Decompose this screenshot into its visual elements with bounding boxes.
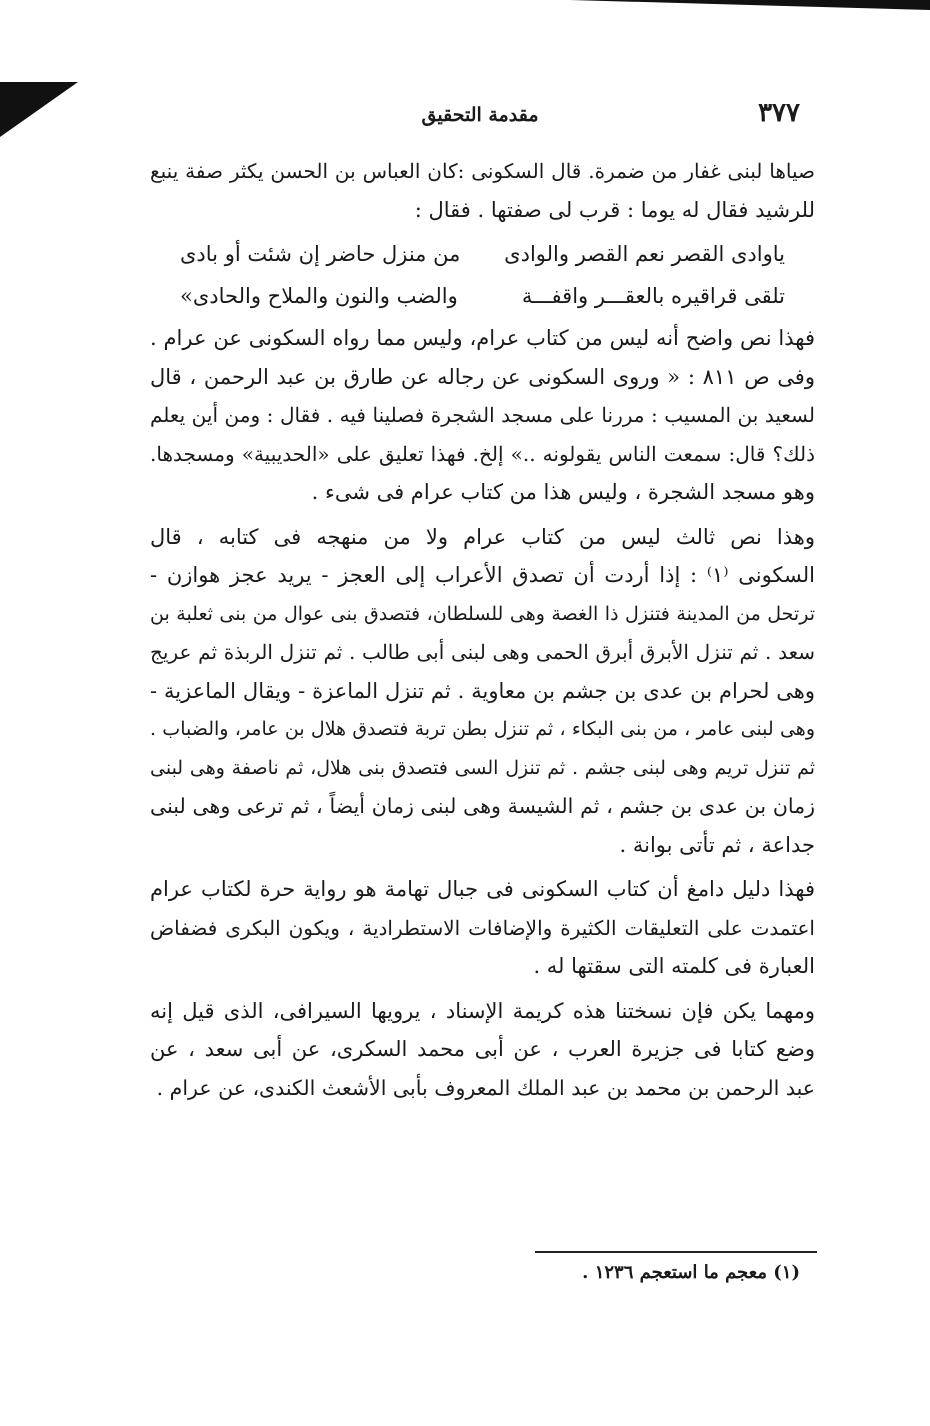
running-title: مقدمة التحقيق bbox=[421, 104, 539, 126]
footnote: (١) معجم ما استعجم ١٢٣٦ . bbox=[582, 1262, 800, 1283]
poem bbox=[150, 233, 815, 317]
verse-first-hemistich: تلقى قراقيره بالعقـــر واقفـــة bbox=[521, 284, 785, 308]
text-line: العبارة فى كلمته التى سقتها له . bbox=[533, 954, 815, 978]
text-line: وفى ص ٨١١ : « وروى السكونى عن رجاله عن طارق بن عبد الرحمن ، قال bbox=[150, 364, 815, 389]
page-header bbox=[160, 98, 800, 138]
paragraph bbox=[150, 518, 815, 865]
text-line: ترتحل من المدينة فتنزل ذا الغصة وهى للسلطان، فتصدق بنى عوال من بنى ثعلبة بن bbox=[150, 602, 815, 625]
verse-first-hemistich: ياوادى القصر نعم القصر والوادى bbox=[504, 242, 785, 266]
text-line: زمان بن عدى بن جشم ، ثم الشيسة وهى لبنى زمان أيضاً ، ثم ترعى وهى لبنى bbox=[150, 794, 815, 818]
verse-second-hemistich: من منزل حاضر إن شئت أو بادى bbox=[180, 242, 461, 266]
text-line: للرشيد فقال له يوما : قرب لى صفتها . فقال : bbox=[414, 197, 815, 222]
text-line: صياها لبنى غفار من ضمرة. قال السكونى :كان العباس بن الحسن يكثر صفة ينبع bbox=[150, 159, 815, 183]
text-line: عبد الرحمن بن محمد بن عبد الملك المعروف بأبى الأشعث الكندى، عن عرام . bbox=[156, 1075, 815, 1100]
paragraph bbox=[150, 870, 815, 986]
text-line: ذلك؟ قال: سمعت الناس يقولونه ..» إلخ. فهذا تعليق على «الحديبية» ومسجدها. bbox=[150, 441, 815, 466]
paragraph bbox=[150, 319, 815, 512]
text-line: فهذا دليل دامغ أن كتاب السكونى فى جبال تهامة هو رواية حرة لكتاب عرام bbox=[150, 877, 815, 901]
text-line: وهو مسجد الشجرة ، وليس هذا من كتاب عرام فى شىء . bbox=[311, 480, 815, 504]
text-line: وهذا نص ثالث ليس من كتاب عرام ولا من منهجه فى كتابه ، قال bbox=[150, 524, 815, 549]
text-line: وهى لحرام بن عدى بن جشم بن معاوية . ثم تنزل الماعزة - ويقال الماعزية - bbox=[150, 678, 815, 703]
text-line: ومهما يكن فإن نسختنا هذه كريمة الإسناد ، يرويها السيرافى، الذى قيل إنه bbox=[150, 998, 815, 1023]
text-line: وهى لبنى عامر ، من بنى البكاء ، ثم تنزل بطن تربة فتصدق هلال بن عامر، والضباب . bbox=[150, 718, 815, 740]
page-body bbox=[150, 152, 815, 1107]
footnote-divider bbox=[535, 1251, 817, 1253]
verse-second-hemistich: والضب والنون والملاح والحادى» bbox=[180, 284, 458, 308]
poem-verse bbox=[150, 233, 815, 275]
text-line: ثم تنزل تريم وهى لبنى جشم . ثم تنزل السى فتصدق بنى هلال، ثم ناصفة وهى لبنى bbox=[150, 756, 815, 779]
page-number: ٣٧٧ bbox=[758, 98, 800, 128]
scan-edge-mark-left bbox=[0, 82, 78, 137]
paragraph bbox=[150, 992, 815, 1108]
text-line: فهذا نص واضح أنه ليس من كتاب عرام، وليس مما رواه السكونى عن عرام . bbox=[150, 326, 815, 350]
text-line: السكونى ⁽١⁾ : إذا أردت أن تصدق الأعراب إلى العجز - يريد عجز هوازن - bbox=[150, 563, 815, 587]
text-line: اعتمدت على التعليقات الكثيرة والإضافات الاستطرادية ، ويكون البكرى فضفاض bbox=[150, 915, 815, 940]
text-line: جداعة ، ثم تأتى بوانة . bbox=[619, 832, 815, 857]
poem-verse bbox=[150, 275, 815, 317]
text-line: وضع كتابا فى جزيرة العرب ، عن أبى محمد السكرى، عن أبى سعد ، عن bbox=[150, 1037, 815, 1061]
scan-edge-mark-top bbox=[570, 0, 930, 10]
text-line: سعد . ثم تنزل الأبرق أبرق الحمى وهى لبنى أبى طالب . ثم تنزل الربذة ثم عريج bbox=[150, 640, 815, 664]
paragraph bbox=[150, 152, 815, 229]
text-line: لسعيد بن المسيب : مررنا على مسجد الشجرة فصلينا فيه . فقال : ومن أين يعلم bbox=[150, 403, 815, 427]
